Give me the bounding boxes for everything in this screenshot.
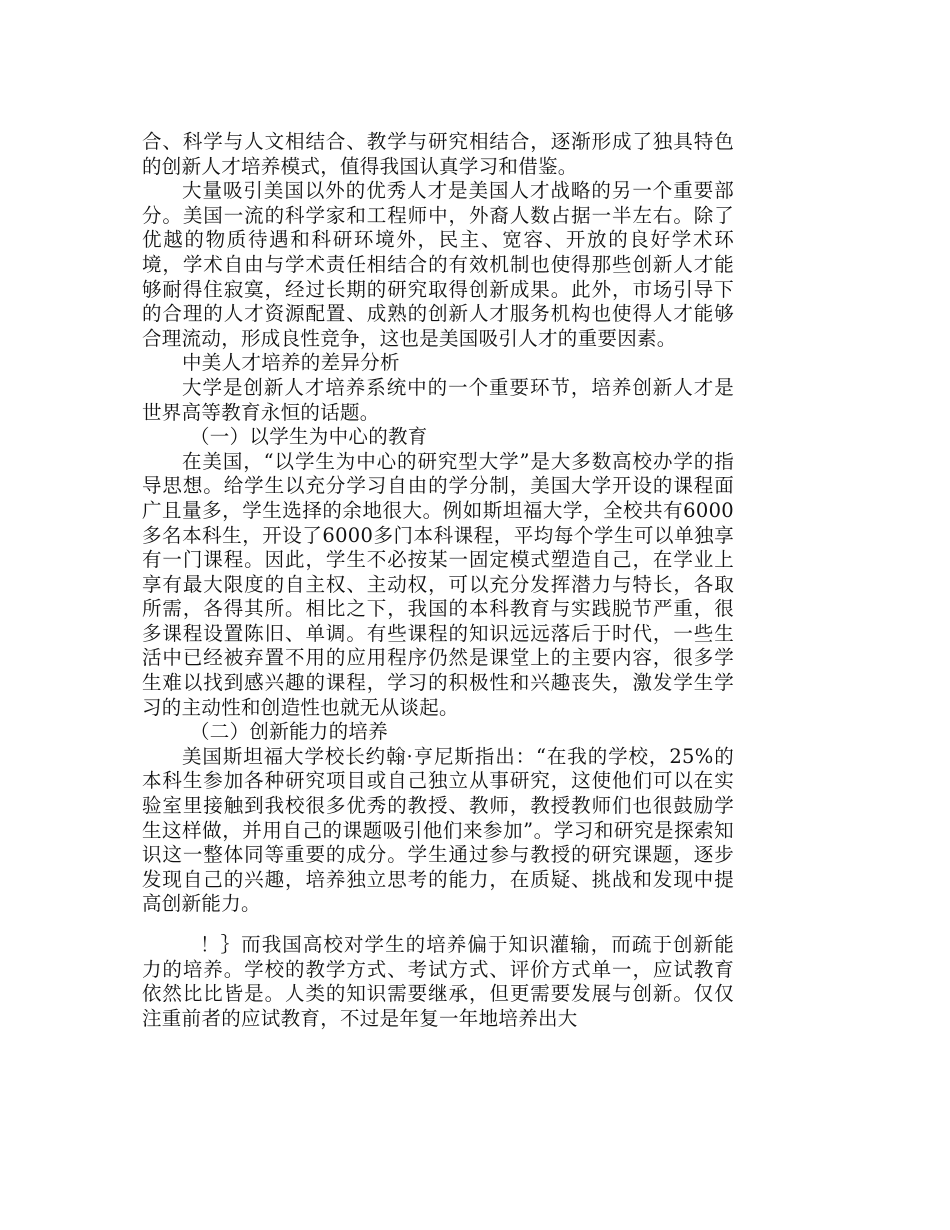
paragraph-talent-attraction: 大量吸引美国以外的优秀人才是美国人才战略的另一个重要部分。美国一流的科学家和工程师中，外裔人数占据一半左右。除了优越的物质待遇和科研环境外，民主、宽容、开放的良好学术环境，学术自由与学术责任相结合的有效机制也使得那些创新人才能够耐得住寂寞，经过长期的研究取得创新成果。此外，市场引导下的合理的人才资源配置、成熟的创新人才服务机构也使得人才能够合理流动，形成良性竞争，这也是美国吸引人才的重要因素。	[142, 179, 734, 350]
section-heading: 中美人才培养的差异分析	[182, 351, 400, 375]
paragraph-china-comparison: ！｝而我国高校对学生的培养偏于知识灌输，而疏于创新能力的培养。学校的教学方式、考试方式、评价方式单一，应试教育依然比比皆是。人类的知识需要继承，但更需要发展与创新。仅仅注重前者的应试教育，不过是年复一年地培养出大	[142, 933, 734, 1030]
paragraph-continuation: 合、科学与人文相结合、教学与研究相结合，逐渐形成了独具特色的创新人才培养模式，值得我国认真学习和借鉴。	[142, 130, 734, 178]
paragraph-stanford-quote: 美国斯坦福大学校长约翰·亨尼斯指出：“在我的学校，25%的本科生参加各种研究项目或自己独立从事研究，这使他们可以在实验室里接触到我校很多优秀的教授、教师，教授教师们也很鼓励学生这样做，并用自己的课题吸引他们来参加”。学习和研究是探索知识这一整体同等重要的成分。学生通过参与教授的研究课题，逐步发现自己的兴趣，培养独立思考的能力，在质疑、挑战和发现中提高创新能力。	[142, 744, 734, 916]
paragraph-university-role: 大学是创新人才培养系统中的一个重要环节，培养创新人才是世界高等教育永恒的话题。	[142, 375, 734, 424]
paragraph-student-centered: 在美国，“以学生为中心的研究型大学”是大多数高校办学的指导思想。给学生以充分学习自由的学分制，美国大学开设的课程面广且量多，学生选择的余地很大。例如斯坦福大学，全校共有6000多名本科生，开设了6000多门本科课程，平均每个学生可以单独享有一门课程。因此，学生不必按某一固定模式塑造自己，在学业上享有最大限度的自主权、主动权，可以充分发挥潜力与特长，各取所需，各得其所。相比之下，我国的本科教育与实践脱节严重，很多课程设置陈旧、单调。有些课程的知识远远落后于时代，一些生活中已经被弃置不用的应用程序仍然是课堂上的主要内容，很多学生难以找到感兴趣的课程，学习的积极性和兴趣丧失，激发学生学习的主动性和创造性也就无从谈起。	[142, 449, 734, 719]
subsection-heading-student-centered: （一）以学生为中心的教育	[190, 425, 428, 449]
document-page	[142, 130, 734, 1031]
subsection-heading-innovation: （二）创新能力的培养	[190, 720, 389, 744]
